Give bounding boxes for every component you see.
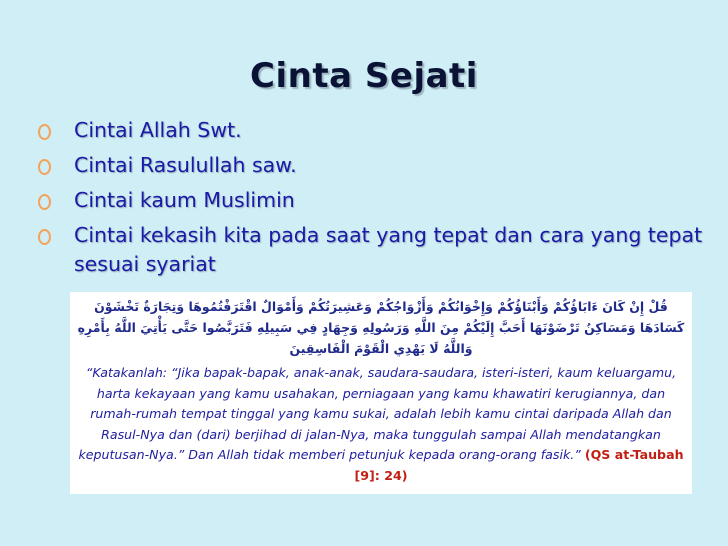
- hollow-circle-bullet-icon: [38, 116, 52, 145]
- bullet-item: [30, 116, 710, 145]
- hollow-circle-bullet-icon: [38, 151, 52, 180]
- bullet-text: Cintai kaum Muslimin: [74, 188, 295, 212]
- hollow-circle-bullet-icon: [38, 221, 52, 250]
- bullet-item: [30, 186, 710, 215]
- arabic-verse: قُلْ إِنْ كَانَ ءَابَاؤُكُمْ وَأَبْنَاؤُكُمْ وَإِخْوَانُكُمْ وَأَزْوَاجُكُمْ وَعَشِيرَتُكُمْ وَأَمْوَالٌ اقْتَرَفْتُمُوهَا وَتِجَارَةٌ تَخْشَوْنَ كَسَادَهَا وَمَسَاكِنُ تَرْضَوْنَهَا أَحَبَّ إِلَيْكُمْ مِنَ اللَّهِ وَرَسُولِهِ وَجِهَادٍ فِي سَبِيلِهِ فَتَرَبَّصُوا حَتَّى يَأْتِيَ اللَّهُ بِأَمْرِهِ وَاللَّهُ لَا يَهْدِي الْقَوْمَ الْفَاسِقِينَ: [77, 299, 685, 356]
- bullet-item: [30, 151, 710, 180]
- bullet-text: Cintai kekasih kita pada saat yang tepat dan cara yang tepat sesuai syariat: [74, 223, 703, 276]
- quran-quote-box: [70, 292, 692, 494]
- translation-text: “Katakanlah: “Jika bapak-bapak, anak-anak, saudara-saudara, isteri-isteri, kaum keluargamu, harta kekayaan yang kamu usahakan, perniagaan yang kamu khawatiri kerugiannya, dan rumah-rumah tempat tinggal yang kamu sukai, adalah lebih kamu cintai daripada Allah dan Rasul-Nya dan (dari) berjihad di jalan-Nya, maka tunggulah sampai Allah mendatangkan keputusan-Nya.” Dan Allah tidak memberi petunjuk kepada orang-orang fasik.”: [78, 365, 677, 462]
- bullet-text: Cintai Rasulullah saw.: [74, 153, 297, 177]
- bullet-list: [30, 116, 710, 285]
- verse-translation: [76, 363, 686, 486]
- slide-title: Cinta Sejati: [250, 56, 478, 96]
- verse-reference: (QS at-Taubah [9]: 24): [354, 447, 684, 483]
- bullet-item: [30, 221, 710, 279]
- bullet-text: Cintai Allah Swt.: [74, 118, 242, 142]
- hollow-circle-bullet-icon: [38, 186, 52, 215]
